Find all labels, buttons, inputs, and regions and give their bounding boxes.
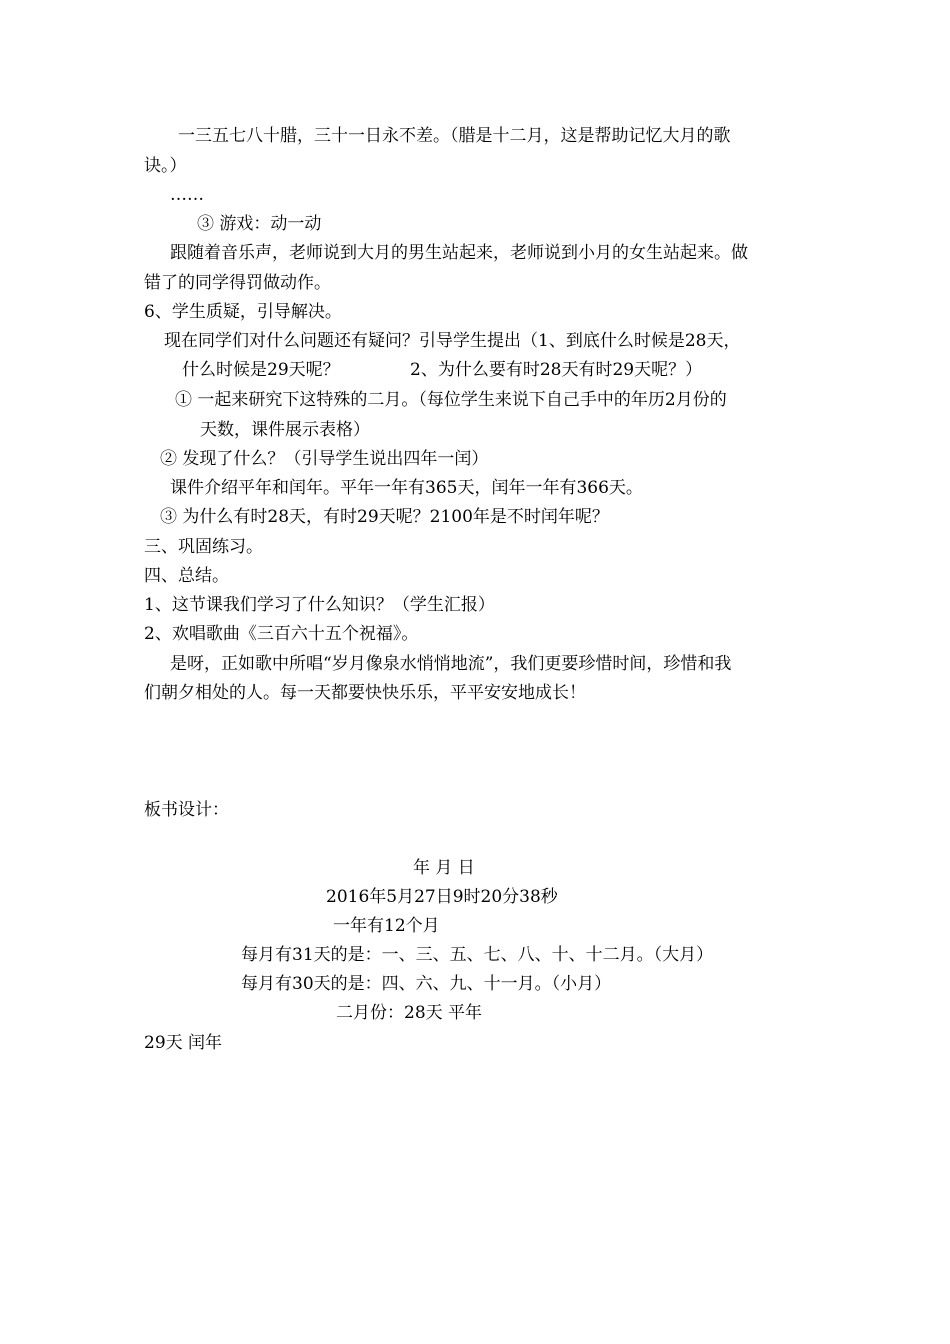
- summary-item-1: 1、这节课我们学习了什么知识？（学生汇报）: [144, 595, 495, 615]
- item-3: ③ 为什么有时28天，有时29天呢？2100年是不时闰年呢？: [160, 507, 609, 527]
- item-1-line2: 天数，课件展示表格）: [200, 420, 370, 440]
- board-february-common: 二月份：28天 平年: [336, 1003, 483, 1023]
- summary-item-2: 2、欢唱歌曲《三百六十五个祝福》。: [144, 624, 419, 644]
- board-big-months: 每月有31天的是：一、三、五、七、八、十、十二月。（大月）: [241, 945, 714, 965]
- paragraph-closing-line1: 是呀，正如歌中所唱“岁月像泉水悄悄地流”，我们更要珍惜时间，珍惜和我: [170, 654, 732, 674]
- heading-section-6: 6、学生质疑，引导解决。: [144, 302, 342, 322]
- paragraph-mnemonic-line1: 一三五七八十腊，三十一日永不差。（腊是十二月，这是帮助记忆大月的歌: [178, 126, 731, 146]
- board-datetime: 2016年5月27日9时20分38秒: [326, 887, 558, 907]
- board-small-months: 每月有30天的是：四、六、九、十一月。（小月）: [241, 974, 612, 994]
- ellipsis: ……: [170, 185, 204, 205]
- board-title: 年 月 日: [413, 858, 475, 878]
- item-1-line1: ① 一起来研究下这特殊的二月。（每位学生来说下自己手中的年历2月份的: [175, 390, 727, 410]
- heading-game: ③ 游戏：动一动: [197, 214, 322, 234]
- paragraph-game-line2: 错了的同学得罚做动作。: [144, 273, 331, 293]
- paragraph-game-line1: 跟随着音乐声，老师说到大月的男生站起来，老师说到小月的女生站起来。做: [170, 243, 748, 263]
- paragraph-question-line2a: 什么时候是29天呢？: [182, 360, 340, 380]
- paragraph-question-line1: 现在同学们对什么问题还有疑问？引导学生提出（1、到底什么时候是28天，: [164, 331, 741, 351]
- board-february-leap: 29天 闰年: [144, 1033, 223, 1053]
- board-months-per-year: 一年有12个月: [333, 916, 440, 936]
- item-2: ② 发现了什么？（引导学生说出四年一闰）: [160, 449, 489, 469]
- paragraph-closing-line2: 们朝夕相处的人。每一天都要快快乐乐，平平安安地成长！: [144, 683, 586, 703]
- heading-section-4: 四、总结。: [144, 566, 229, 586]
- heading-section-3: 三、巩固练习。: [144, 537, 263, 557]
- board-design-heading: 板书设计：: [144, 800, 229, 820]
- paragraph-question-line2b: 2、为什么要有时28天有时29天呢？）: [410, 360, 703, 380]
- paragraph-leap-year: 课件介绍平年和闰年。平年一年有365天，闰年一年有366天。: [170, 478, 643, 498]
- paragraph-mnemonic-line2: 诀。）: [144, 156, 187, 176]
